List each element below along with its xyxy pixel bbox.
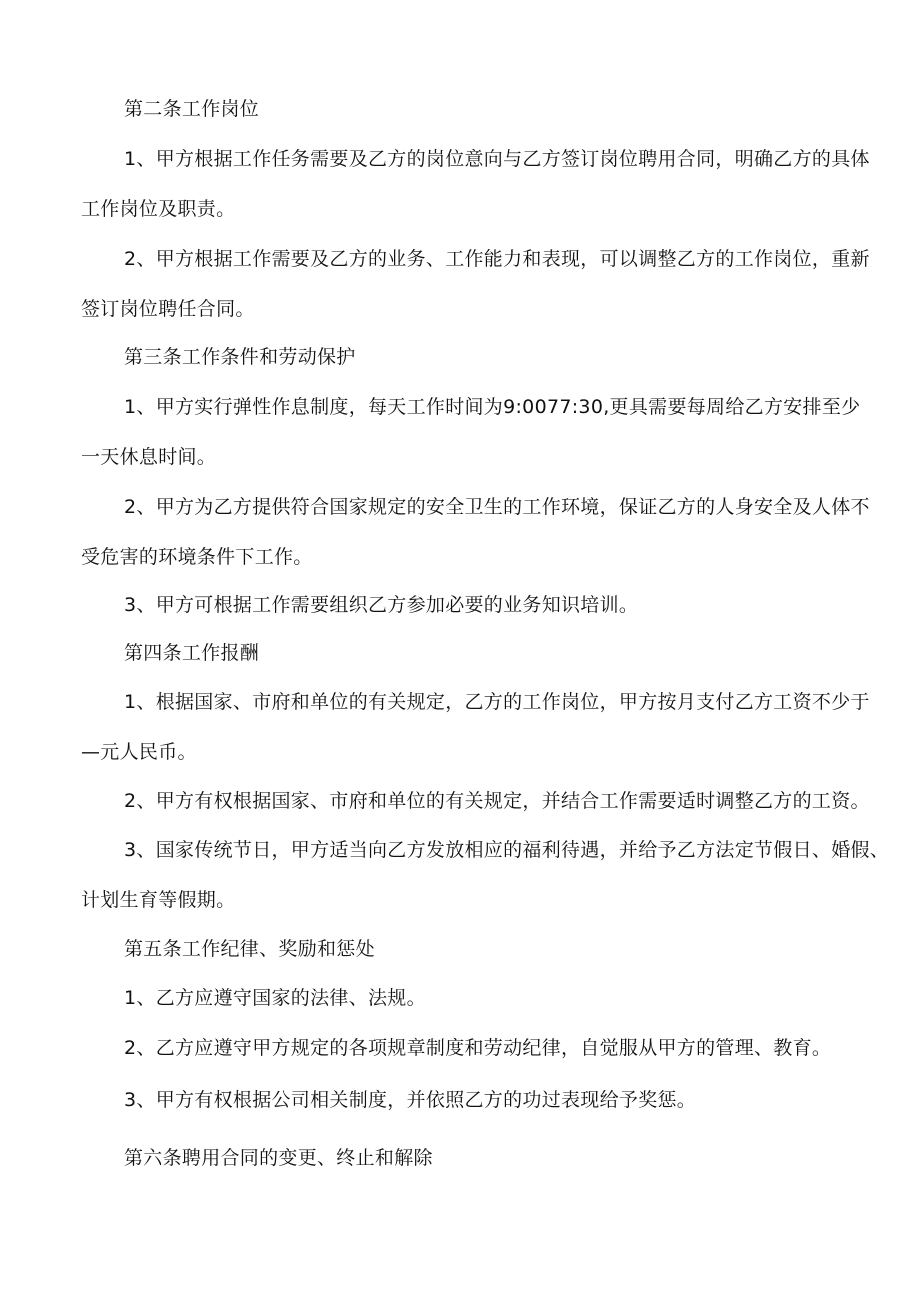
article-5-clause-2: 2、乙方应遵守甲方规定的各项规章制度和劳动纪律，自觉服从甲方的管理、教育。 [124,1037,832,1059]
heading-article-6: 第六条聘用合同的变更、终止和解除 [124,1147,433,1169]
article-5-clause-1: 1、乙方应遵守国家的法律、法规。 [124,987,426,1009]
article-2-clause-1: 1、甲方根据工作任务需要及乙方的岗位意向与乙方签订岗位聘用合同，明确乙方的具体 工作岗位及职责。 [81,148,870,220]
article-3-clause-1: 1、甲方实行弹性作息制度，每天工作时间为9:0077:30,更具需要每周给乙方安排至少 一天休息时间。 [81,396,861,468]
article-4-clause-1: 1、根据国家、市府和单位的有关规定，乙方的工作岗位，甲方按月支付乙方工资不少于 —元人民币。 [81,691,870,763]
article-4-clause-2: 2、甲方有权根据国家、市府和单位的有关规定，并结合工作需要适时调整乙方的工资。 [124,790,870,812]
article-3-clause-2: 2、甲方为乙方提供符合国家规定的安全卫生的工作环境，保证乙方的人身安全及人体不 受危害的环境条件下工作。 [81,496,870,568]
heading-article-3: 第三条工作条件和劳动保护 [124,346,356,368]
article-3-clause-3: 3、甲方可根据工作需要组织乙方参加必要的业务知识培训。 [124,594,639,616]
article-2-clause-2: 2、甲方根据工作需要及乙方的业务、工作能力和表现，可以调整乙方的工作岗位，重新 签订岗位聘任合同。 [81,248,870,320]
heading-article-2: 第二条工作岗位 [124,98,260,120]
heading-article-5: 第五条工作纪律、奖励和惩处 [124,938,375,960]
article-5-clause-3: 3、甲方有权根据公司相关制度，并依照乙方的功过表现给予奖惩。 [124,1089,697,1111]
article-4-clause-3: 3、国家传统节日，甲方适当向乙方发放相应的福利待遇，并给予乙方法定节假日、婚假、 计划生育等假期。 [81,839,890,911]
heading-article-4: 第四条工作报酬 [124,642,260,664]
